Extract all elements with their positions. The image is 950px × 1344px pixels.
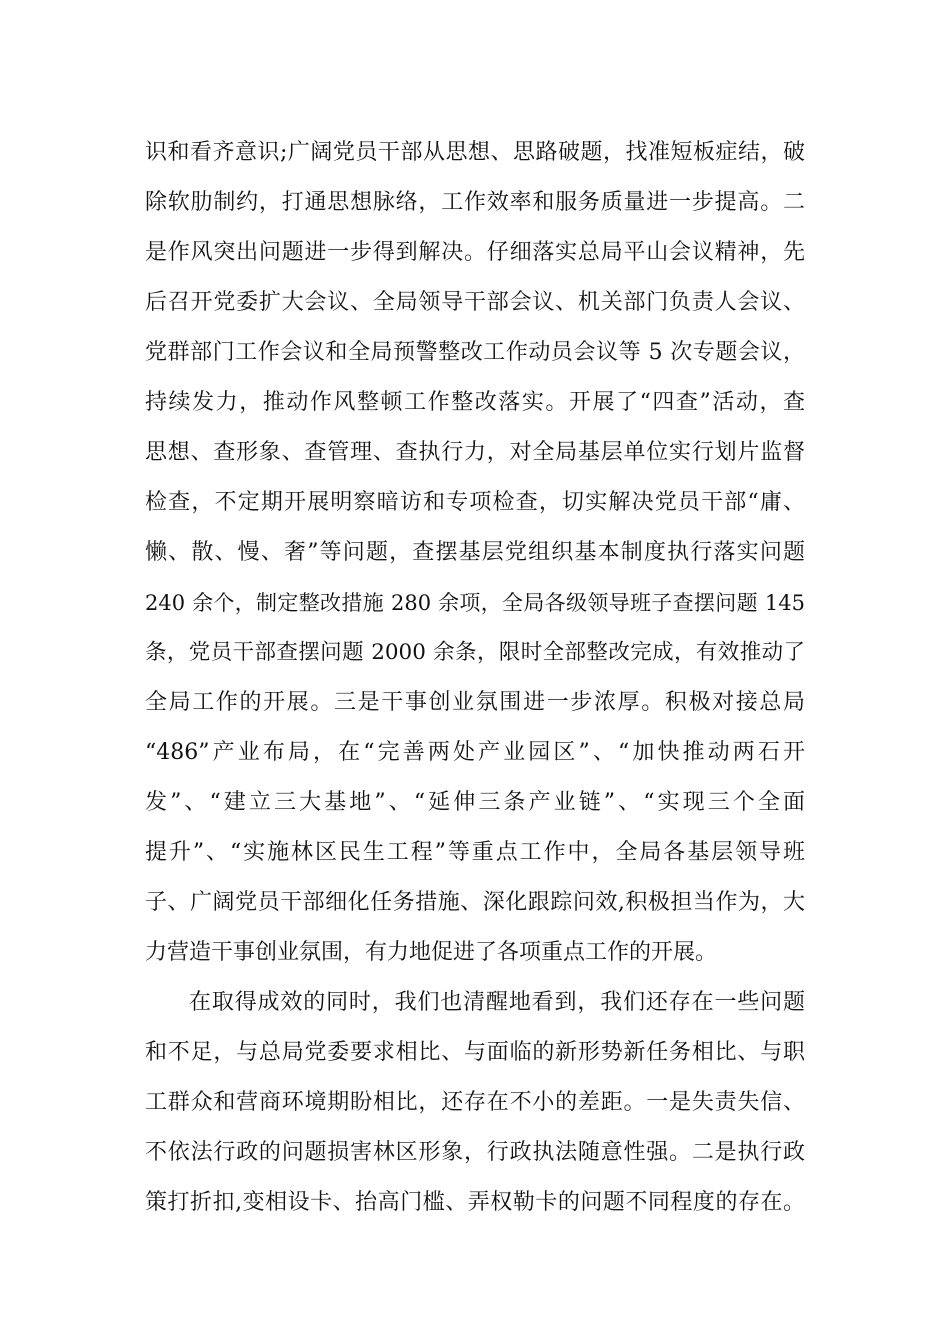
text-line: 持续发力，推动作风整顿工作整改落实。开展了“四查”活动，查	[145, 390, 805, 415]
text-line: 力营造干事创业氛围，有力地促进了各项重点工作的开展。	[145, 940, 718, 965]
text-line: 党群部门工作会议和全局预警整改工作动员会议等 5 次专题会议，	[145, 340, 805, 365]
text-line: 是作风突出问题进一步得到解决。仔细落实总局平山会议精神，先	[145, 240, 805, 265]
text-line: 除软肋制约，打通思想脉络，工作效率和服务质量进一步提高。二	[145, 190, 805, 215]
text-line: 240 余个，制定整改措施 280 余项，全局各级领导班子查摆问题 145	[145, 591, 805, 615]
text-line: 子、广阔党员干部细化任务措施、深化跟踪问效,积极担当作为，大	[145, 890, 805, 915]
text-line: 检查，不定期开展明察暗访和专项检查，切实解决党员干部“庸、	[145, 490, 805, 515]
text-line: 工群众和营商环境期盼相比，还存在不小的差距。一是失责失信、	[145, 1090, 805, 1115]
paragraph-first-line: 在取得成效的同时，我们也清醒地看到，我们还存在一些问题	[189, 990, 805, 1015]
text-line: 思想、查形象、查管理、查执行力，对全局基层单位实行划片监督	[145, 440, 805, 465]
text-line: 识和看齐意识;广阔党员干部从思想、思路破题，找准短板症结，破	[145, 140, 805, 165]
text-line: “486”产业布局，在“完善两处产业园区”、“加快推动两石开	[145, 740, 805, 765]
text-line: 条，党员干部查摆问题 2000 余条，限时全部整改完成，有效推动了	[145, 640, 805, 665]
text-line: 懒、散、慢、奢”等问题，查摆基层党组织基本制度执行落实问题	[145, 540, 805, 565]
text-line: 全局工作的开展。三是干事创业氛围进一步浓厚。积极对接总局	[145, 690, 805, 715]
text-line: 策打折扣,变相设卡、抬高门槛、弄权勒卡的问题不同程度的存在。	[145, 1190, 805, 1215]
text-line: 后召开党委扩大会议、全局领导干部会议、机关部门负责人会议、	[145, 290, 805, 315]
text-line: 和不足，与总局党委要求相比、与面临的新形势新任务相比、与职	[145, 1040, 805, 1065]
text-line: 提升”、“实施林区民生工程”等重点工作中，全局各基层领导班	[145, 840, 805, 865]
text-line: 不依法行政的问题损害林区形象，行政执法随意性强。二是执行政	[145, 1140, 805, 1165]
text-line: 发”、“建立三大基地”、“延伸三条产业链”、“实现三个全面	[145, 790, 805, 815]
